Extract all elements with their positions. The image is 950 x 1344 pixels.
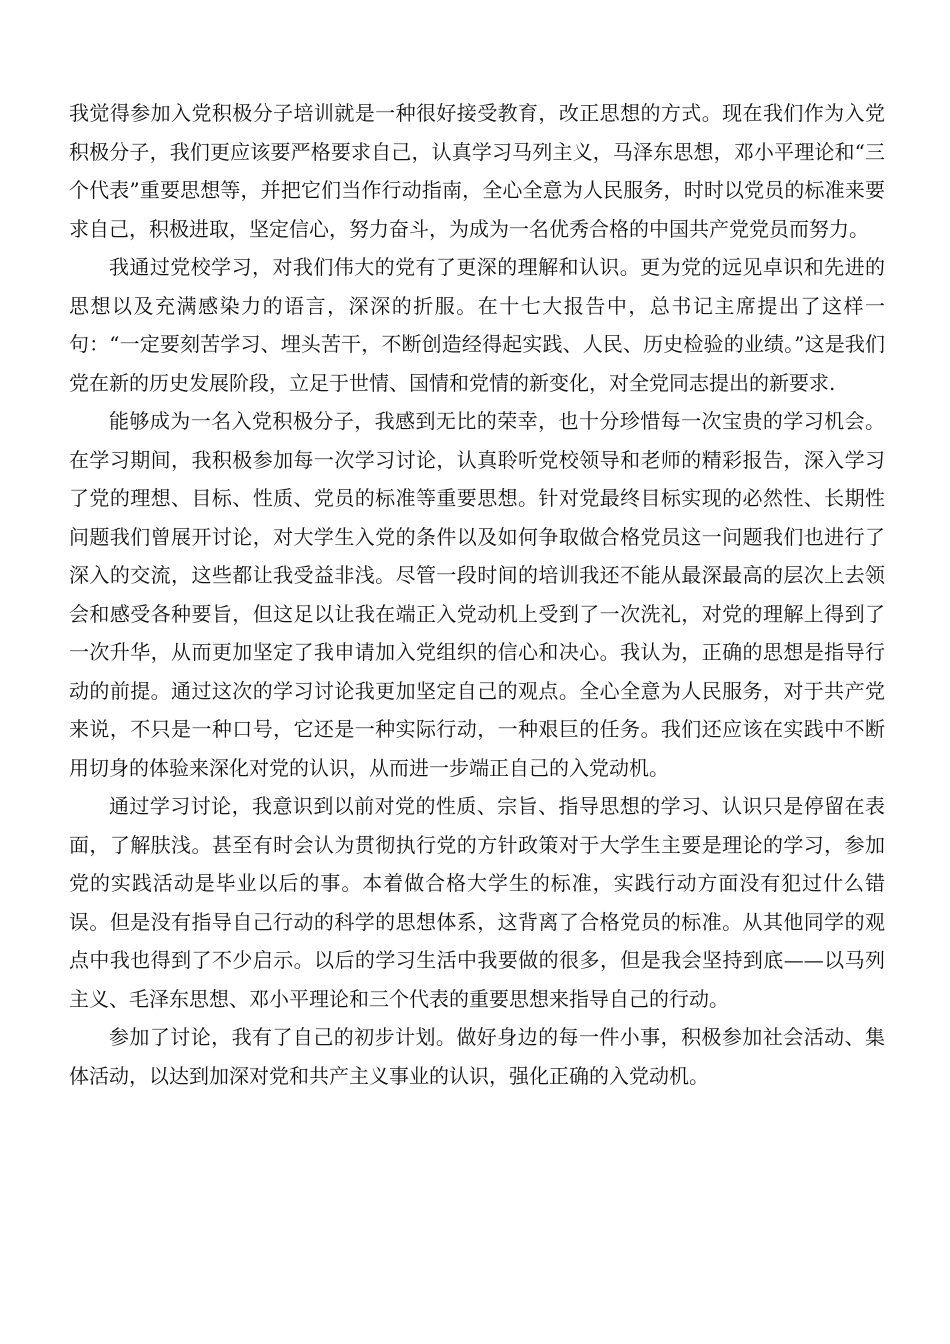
paragraph-4: 通过学习讨论，我意识到以前对党的性质、宗旨、指导思想的学习、认识只是停留在表面，了解肤浅。甚至有时会认为贯彻执行党的方针政策对于大学生主要是理论的学习，参加党的实践活动是毕业以后的事。本着做合格大学生的标准，实践行动方面没有犯过什么错误。但是没有指导自己行动的科学的思想体系，这背离了合格党员的标准。从其他同学的观点中我也得到了不少启示。以后的学习生活中我要做的很多，但是我会坚持到底——以马列主义、毛泽东思想、邓小平理论和三个代表的重要思想来指导自己的行动。 [69, 794, 885, 1011]
paragraph-2: 我通过党校学习，对我们伟大的党有了更深的理解和认识。更为党的远见卓识和先进的思想以及充满感染力的语言，深深的折服。在十七大报告中，总书记主席提出了这样一句：“一定要刻苦学习、埋头苦干，不断创造经得起实践、人民、历史检验的业绩。”这是我们党在新的历史发展阶段，立足于世情、国情和党情的新变化，对全党同志提出的新要求. [69, 255, 885, 395]
paragraph-1: 我觉得参加入党积极分子培训就是一种很好接受教育，改正思想的方式。现在我们作为入党积极分子，我们更应该要严格要求自己，认真学习马列主义，马泽东思想，邓小平理论和“三个代表”重要思想等，并把它们当作行动指南，全心全意为人民服务，时时以党员的标准来要求自己，积极进取，坚定信心，努力奋斗，为成为一名优秀合格的中国共产党党员而努力。 [69, 101, 885, 241]
paragraph-3: 能够成为一名入党积极分子，我感到无比的荣幸，也十分珍惜每一次宝贵的学习机会。在学习期间，我积极参加每一次学习讨论，认真聆听党校领导和老师的精彩报告，深入学习了党的理想、目标、性质、党员的标准等重要思想。针对党最终目标实现的必然性、长期性问题我们曾展开讨论，对大学生入党的条件以及如何争取做合格党员这一问题我们也进行了深入的交流，这些都让我受益非浅。尽管一段时间的培训我还不能从最深最高的层次上去领会和感受各种要旨，但这足以让我在端正入党动机上受到了一次洗礼，对党的理解上得到了一次升华，从而更加坚定了我申请加入党组织的信心和决心。我认为，正确的思想是指导行动的前提。通过这次的学习讨论我更加坚定自己的观点。全心全意为人民服务，对于共产党来说，不只是一种口号，它还是一种实际行动，一种艰巨的任务。我们还应该在实践中不断用切身的体验来深化对党的认识，从而进一步端正自己的入党动机。 [69, 409, 885, 780]
paragraph-5: 参加了讨论，我有了自己的初步计划。做好身边的每一件小事，积极参加社会活动、集体活动，以达到加深对党和共产主义事业的认识，强化正确的入党动机。 [69, 1025, 885, 1088]
document-body [69, 94, 885, 1095]
